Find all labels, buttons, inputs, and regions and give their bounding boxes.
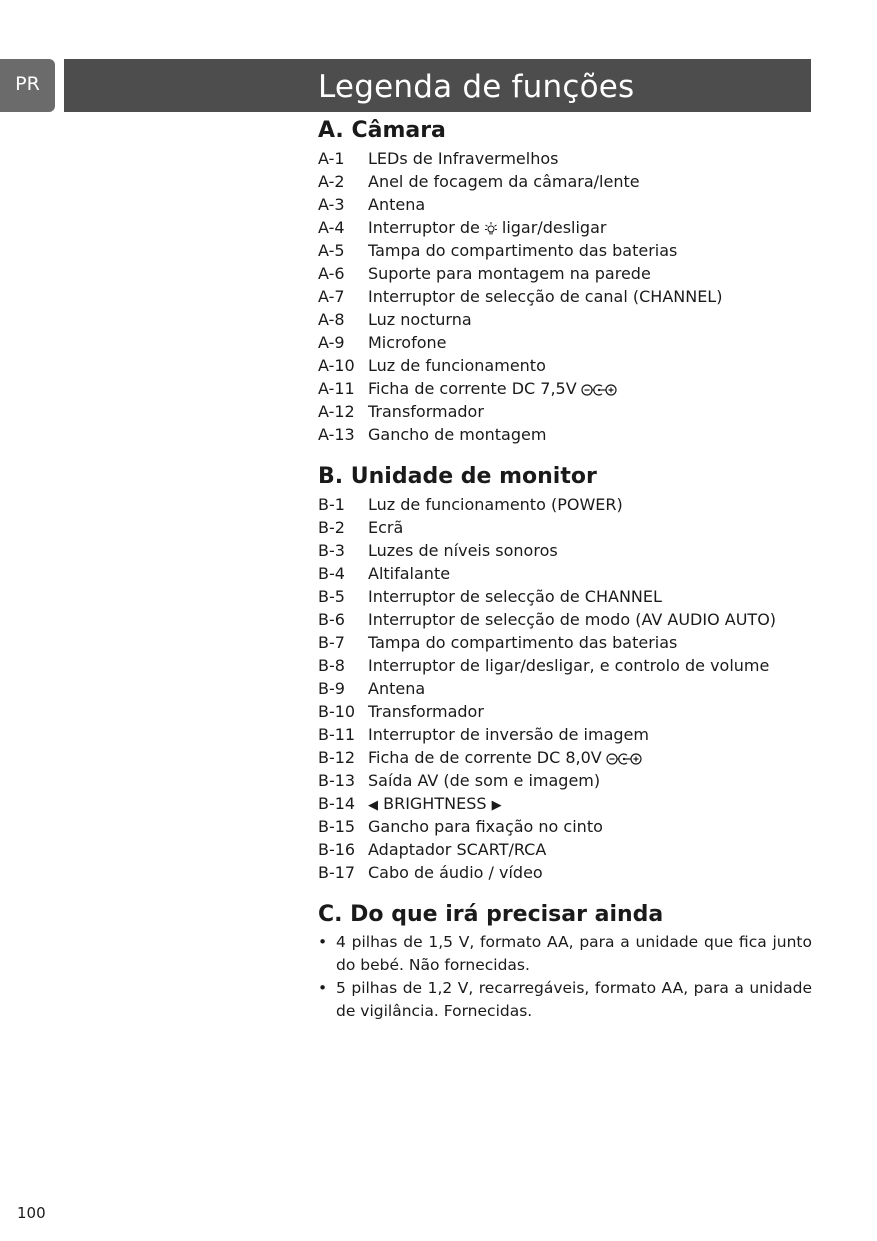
item-label: BRIGHTNESS: [383, 794, 487, 813]
list-item: [318, 262, 812, 285]
item-label: Transformador: [368, 402, 484, 421]
list-item: [318, 723, 812, 746]
language-tab: [0, 59, 55, 112]
list-item: [318, 792, 812, 815]
bullet-text: 5 pilhas de 1,2 V, recarregáveis, formato AA, para a unidade de vigilância. Fornecidas.: [336, 979, 812, 1020]
page-title: Legenda de funções: [318, 69, 635, 105]
list-item: [318, 815, 812, 838]
list-item: [318, 861, 812, 884]
bullet-item: [318, 931, 812, 977]
language-label: PR: [15, 73, 40, 95]
list-item: [318, 562, 812, 585]
item-label: Antena: [368, 195, 426, 214]
item-code: A-12: [318, 402, 355, 421]
list-item: [318, 331, 812, 354]
list-item: [318, 216, 812, 239]
list-item: [318, 608, 812, 631]
item-label: Tampa do compartimento das baterias: [368, 241, 678, 260]
section-heading: C. Do que irá precisar ainda: [318, 902, 664, 927]
list-item: [318, 400, 812, 423]
list-item: [318, 654, 812, 677]
bullet-item: [318, 977, 812, 1023]
item-code: B-1: [318, 495, 345, 514]
item-code: B-11: [318, 725, 356, 744]
list-item: [318, 308, 812, 331]
item-code: B-7: [318, 633, 345, 652]
item-label: Transformador: [368, 702, 484, 721]
section-camera: [318, 118, 812, 446]
item-label: LEDs de Infravermelhos: [368, 149, 559, 168]
item-label: Interruptor de ligar/desligar, e controlo de volume: [368, 656, 770, 675]
list-item: [318, 239, 812, 262]
item-code: B-10: [318, 702, 356, 721]
item-label: Ficha de de corrente DC 8,0V: [368, 748, 602, 767]
list-item: [318, 423, 812, 446]
item-label: Tampa do compartimento das baterias: [368, 633, 678, 652]
item-code: A-11: [318, 379, 355, 398]
item-code: B-3: [318, 541, 345, 560]
list-item: [318, 585, 812, 608]
section-requirements: [318, 902, 812, 1023]
item-code: B-5: [318, 587, 345, 606]
item-label-wrap: [368, 792, 812, 815]
item-label: Suporte para montagem na parede: [368, 264, 651, 283]
item-code: B-8: [318, 656, 345, 675]
list-item: [318, 769, 812, 792]
list-item: [318, 170, 812, 193]
item-code: A-4: [318, 218, 345, 237]
item-label: Gancho para fixação no cinto: [368, 817, 603, 836]
item-code: B-13: [318, 771, 356, 790]
section-monitor: [318, 464, 812, 884]
title-bar: [64, 59, 811, 112]
item-label: Saída AV (de som e imagem): [368, 771, 601, 790]
item-label: Ficha de corrente DC 7,5V: [368, 379, 577, 398]
item-label: Adaptador SCART/RCA: [368, 840, 547, 859]
list-item: [318, 539, 812, 562]
list-item: [318, 285, 812, 308]
item-code: B-14: [318, 794, 356, 813]
list-item: [318, 493, 812, 516]
light-icon: [484, 221, 498, 235]
item-label-after: ligar/desligar: [501, 218, 607, 237]
item-code: A-10: [318, 356, 355, 375]
item-code: B-16: [318, 840, 356, 859]
list-item: [318, 377, 812, 400]
dc-polarity-icon: [581, 383, 617, 397]
section-heading: A. Câmara: [318, 118, 446, 143]
item-label: Luzes de níveis sonoros: [368, 541, 558, 560]
bullet-icon: •: [318, 979, 328, 997]
item-label: Anel de focagem da câmara/lente: [368, 172, 640, 191]
item-code: A-6: [318, 264, 345, 283]
item-code: A-3: [318, 195, 345, 214]
item-label: [368, 216, 812, 239]
item-label: Gancho de montagem: [368, 425, 547, 444]
content: [318, 118, 812, 1041]
item-label: Luz nocturna: [368, 310, 472, 329]
item-label: Interruptor de inversão de imagem: [368, 725, 649, 744]
item-label: Interruptor de selecção de CHANNEL: [368, 587, 662, 606]
item-code: B-4: [318, 564, 345, 583]
list-item: [318, 746, 812, 769]
dc-polarity-icon: [606, 752, 642, 766]
item-label: Interruptor de selecção de canal (CHANNEL): [368, 287, 723, 306]
section-heading: B. Unidade de monitor: [318, 464, 597, 489]
item-code: B-6: [318, 610, 345, 629]
bullet-icon: •: [318, 933, 328, 951]
item-code: A-2: [318, 172, 345, 191]
list-item: [318, 516, 812, 539]
item-label: Interruptor de selecção de modo (AV AUDIO AUTO): [368, 610, 777, 629]
page-number: 100: [17, 1204, 46, 1222]
item-label: Cabo de áudio / vídeo: [368, 863, 543, 882]
item-code: B-15: [318, 817, 356, 836]
bullet-list: [318, 931, 812, 1023]
item-label: Luz de funcionamento: [368, 356, 546, 375]
item-label: Microfone: [368, 333, 447, 352]
list-item: [318, 838, 812, 861]
item-label-before: Interruptor de: [368, 218, 480, 237]
list-item: [318, 700, 812, 723]
item-label: Ecrã: [368, 518, 404, 537]
list-item: [318, 677, 812, 700]
item-code: A-13: [318, 425, 355, 444]
item-label-wrap: [368, 746, 812, 769]
triangle-left-icon: ◀: [368, 798, 378, 813]
list-item: [318, 631, 812, 654]
item-code: A-7: [318, 287, 345, 306]
bullet-text: 4 pilhas de 1,5 V, formato AA, para a unidade que fica junto do bebé. Não fornecidas.: [336, 933, 812, 974]
list-item: [318, 147, 812, 170]
item-code: A-8: [318, 310, 345, 329]
item-label: Luz de funcionamento (POWER): [368, 495, 623, 514]
item-code: A-1: [318, 149, 345, 168]
list-item: [318, 193, 812, 216]
item-label: Antena: [368, 679, 426, 698]
item-label-wrap: [368, 377, 812, 400]
item-code: B-2: [318, 518, 345, 537]
item-code: B-12: [318, 748, 356, 767]
triangle-right-icon: ▶: [491, 798, 502, 813]
list-item: [318, 354, 812, 377]
item-code: A-9: [318, 333, 345, 352]
item-label: Altifalante: [368, 564, 451, 583]
item-code: B-9: [318, 679, 345, 698]
item-code: A-5: [318, 241, 345, 260]
item-code: B-17: [318, 863, 356, 882]
